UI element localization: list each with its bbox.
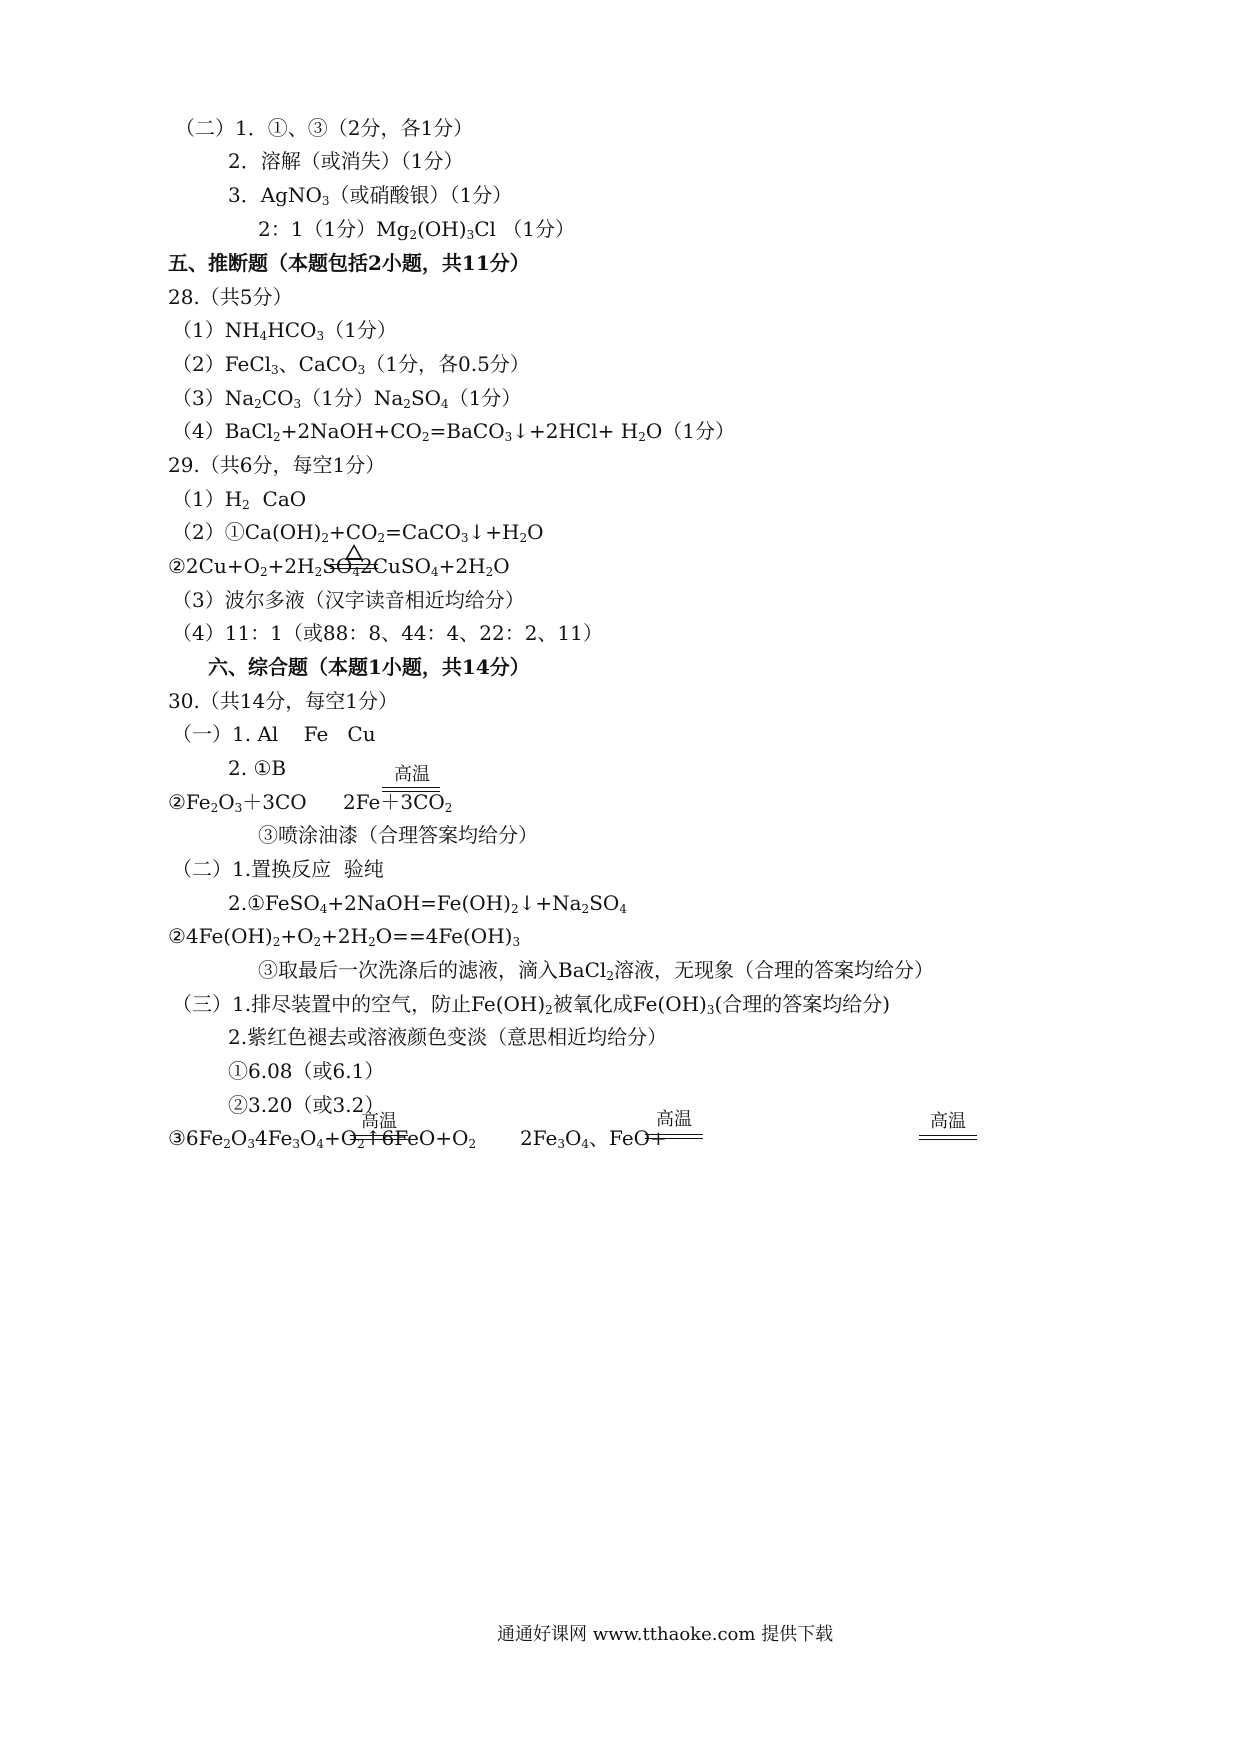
answer-30-3-2-1: ①6.08（或6.1） <box>228 1059 385 1083</box>
reaction-equals-sign <box>350 1135 408 1140</box>
high-temp-condition: 高温 <box>361 1111 397 1132</box>
question-28-title: 28.（共5分） <box>168 285 293 309</box>
answer-30-1-1: （一）1. Al Fe Cu <box>172 722 376 746</box>
answer-29-4: （4）11：1（或88：8、44：4、22：2、11） <box>172 621 603 645</box>
high-temp-condition: 高温 <box>656 1109 692 1130</box>
answer-2-2: 2．溶解（或消失）（1分） <box>228 149 464 173</box>
heat-triangle-icon <box>345 544 363 560</box>
answer-30-3-1: （三）1.排尽装置中的空气，防止$Fe(OH)_2$被氧化成$Fe(OH)_3$(合理的答案均给分) <box>172 992 891 1017</box>
answer-30-2-2-1: $2.①FeSO_4+2NaOH=Fe(OH)_2↓+Na_2SO_4$ <box>228 891 627 916</box>
reaction-equals-sign <box>330 564 378 569</box>
footer-source: 通通好课网 www.tthaoke.com 提供下载 <box>497 1624 834 1645</box>
answer-28-1: $(1)NH_4HCO_3(1$分） <box>172 318 397 343</box>
reaction-equals-sign <box>645 1134 703 1139</box>
answer-28-4: $(4)BaCl_2+2NaOH+CO_2=BaCO_3↓+2HCl+ H_2O(1$分） <box>172 419 735 444</box>
answer-2-3: 3．AgNO$_3$（或硝酸银）（1分） <box>228 183 513 208</box>
answer-30-3-2-2: ②3.20（或3.2） <box>228 1093 385 1117</box>
answer-30-1-2-equation: $②Fe_2O_3+3CO$ <box>168 790 307 815</box>
answer-30-2-1: （二）1.置换反应 验纯 <box>172 857 384 881</box>
answer-29-2-1: $(2)①Ca(OH)_2+CO_2=CaCO_3↓+H_2O$ <box>172 520 544 545</box>
answer-30-2-2-2: $②4Fe(OH)_2+O_2+2H_2O==4Fe(OH)_3$ <box>168 924 521 949</box>
answer-29-1: $(1)H_2$ CaO <box>172 487 307 512</box>
section-5-heading: 五、推断题（本题包括2小题，共11分） <box>168 251 530 275</box>
question-30-title: 30.（共14分，每空1分） <box>168 689 398 713</box>
answer-2-3-ratio: 2：1（1分）$Mg_2(OH)_3Cl$ （1分） <box>258 217 575 242</box>
answer-30-3-2-3-extra: $2Fe_3O_4$、FeO+ <box>520 1126 667 1151</box>
answer-30-3-2: 2.紫红色褪去或溶液颜色变淡（意思相近均给分） <box>228 1025 668 1049</box>
answer-30-3-2-3: $③6Fe_2O_34Fe_3O_4+O_2↑6FeO+O_2$ <box>168 1126 477 1151</box>
answer-29-2-2: $②2Cu+O_2+2H_2SO_42CuSO_4+2H_2O$ <box>168 554 510 579</box>
high-temp-condition: 高温 <box>930 1111 966 1132</box>
reaction-equals-sign <box>919 1135 977 1140</box>
question-29-title: 29.（共6分，每空1分） <box>168 453 386 477</box>
answer-30-1-2: 2. ①B <box>228 756 287 780</box>
section-6-heading: 六、综合题（本题1小题，共14分） <box>208 655 530 679</box>
answer-30-1-3: ③喷涂油漆（合理答案均给分） <box>258 823 538 847</box>
answer-29-3: （3）波尔多液（汉字读音相近均给分） <box>172 588 525 612</box>
reaction-equals-sign <box>382 787 440 792</box>
answer-28-3: $(3)Na_2CO_3(1$分）$Na_2SO_4(1$分） <box>172 386 522 411</box>
answer-30-1-2-products: $2Fe+3CO_2$ <box>343 790 453 815</box>
answer-30-2-2-3: ③取最后一次洗涤后的滤液，滴入BaCl$_2$溶液，无现象（合理的答案均给分） <box>258 958 934 983</box>
answer-28-2: （2）FeCl$_3$、CaCO$_3$（1分，各0.5分） <box>172 352 530 377</box>
answer-2-1: （二）1．①、③（2分，各1分） <box>175 116 474 140</box>
high-temp-condition: 高温 <box>394 764 430 785</box>
